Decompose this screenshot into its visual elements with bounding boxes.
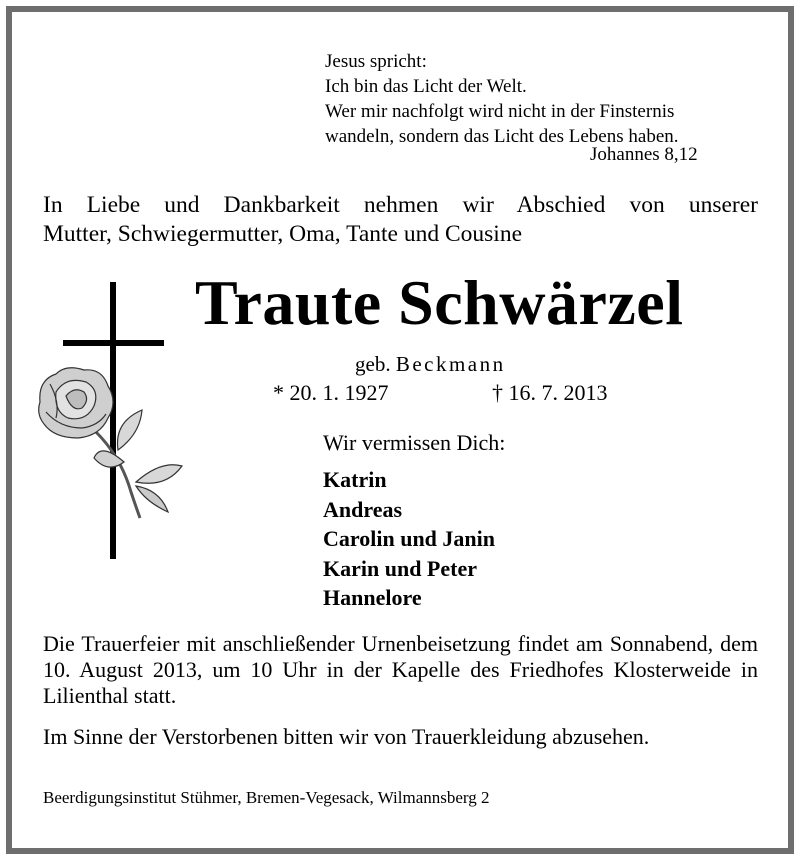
birth-date: * 20. 1. 1927 [273, 380, 389, 405]
maiden-surname: Beckmann [395, 352, 506, 376]
mourner-name: Andreas [323, 496, 403, 522]
bible-verse [325, 49, 679, 149]
service-announcement: Die Trauerfeier mit anschließender Urnenbeisetzung findet am Sonnabend, dem 10. August 2013, um 10 Uhr in der Kapelle des Friedhofes Klosterweide in Lilienthal statt. [43, 631, 758, 708]
verse-line: wandeln, sondern das Licht des Lebens haben. [325, 126, 679, 147]
maiden-name [355, 352, 506, 377]
intro-line-2: Mutter, Schwiegermutter, Oma, Tante und Cousine [43, 221, 522, 247]
death-date: † 16. 7. 2013 [492, 380, 608, 405]
mourner-name: Katrin [323, 467, 387, 492]
mourner-name: Hannelore [323, 585, 422, 610]
verse-reference: Johannes 8,12 [590, 144, 698, 165]
cross-bar [63, 340, 164, 346]
mourner-name: Karin und Peter [323, 555, 477, 581]
mourners-heading: Wir vermissen Dich: [323, 430, 506, 455]
deceased-name: Traute Schwärzel [195, 267, 684, 338]
maiden-prefix: geb. [355, 352, 391, 376]
rose-icon [36, 362, 188, 522]
verse-line: Wer mir nachfolgt wird nicht in der Finsternis [325, 101, 675, 122]
verse-line: Ich bin das Licht der Welt. [325, 76, 527, 97]
dress-request: Im Sinne der Verstorbenen bitten wir von Trauerkleidung abzusehen. [43, 724, 650, 749]
verse-line: Jesus spricht: [325, 51, 427, 72]
mourner-name: Carolin und Janin [323, 526, 496, 551]
mourners-list [323, 465, 495, 613]
intro-line-1: In Liebe und Dankbarkeit nehmen wir Abschied von unserer [43, 192, 758, 218]
funeral-home: Beerdigungsinstitut Stühmer, Bremen-Vegesack, Wilmannsberg 2 [43, 788, 490, 807]
